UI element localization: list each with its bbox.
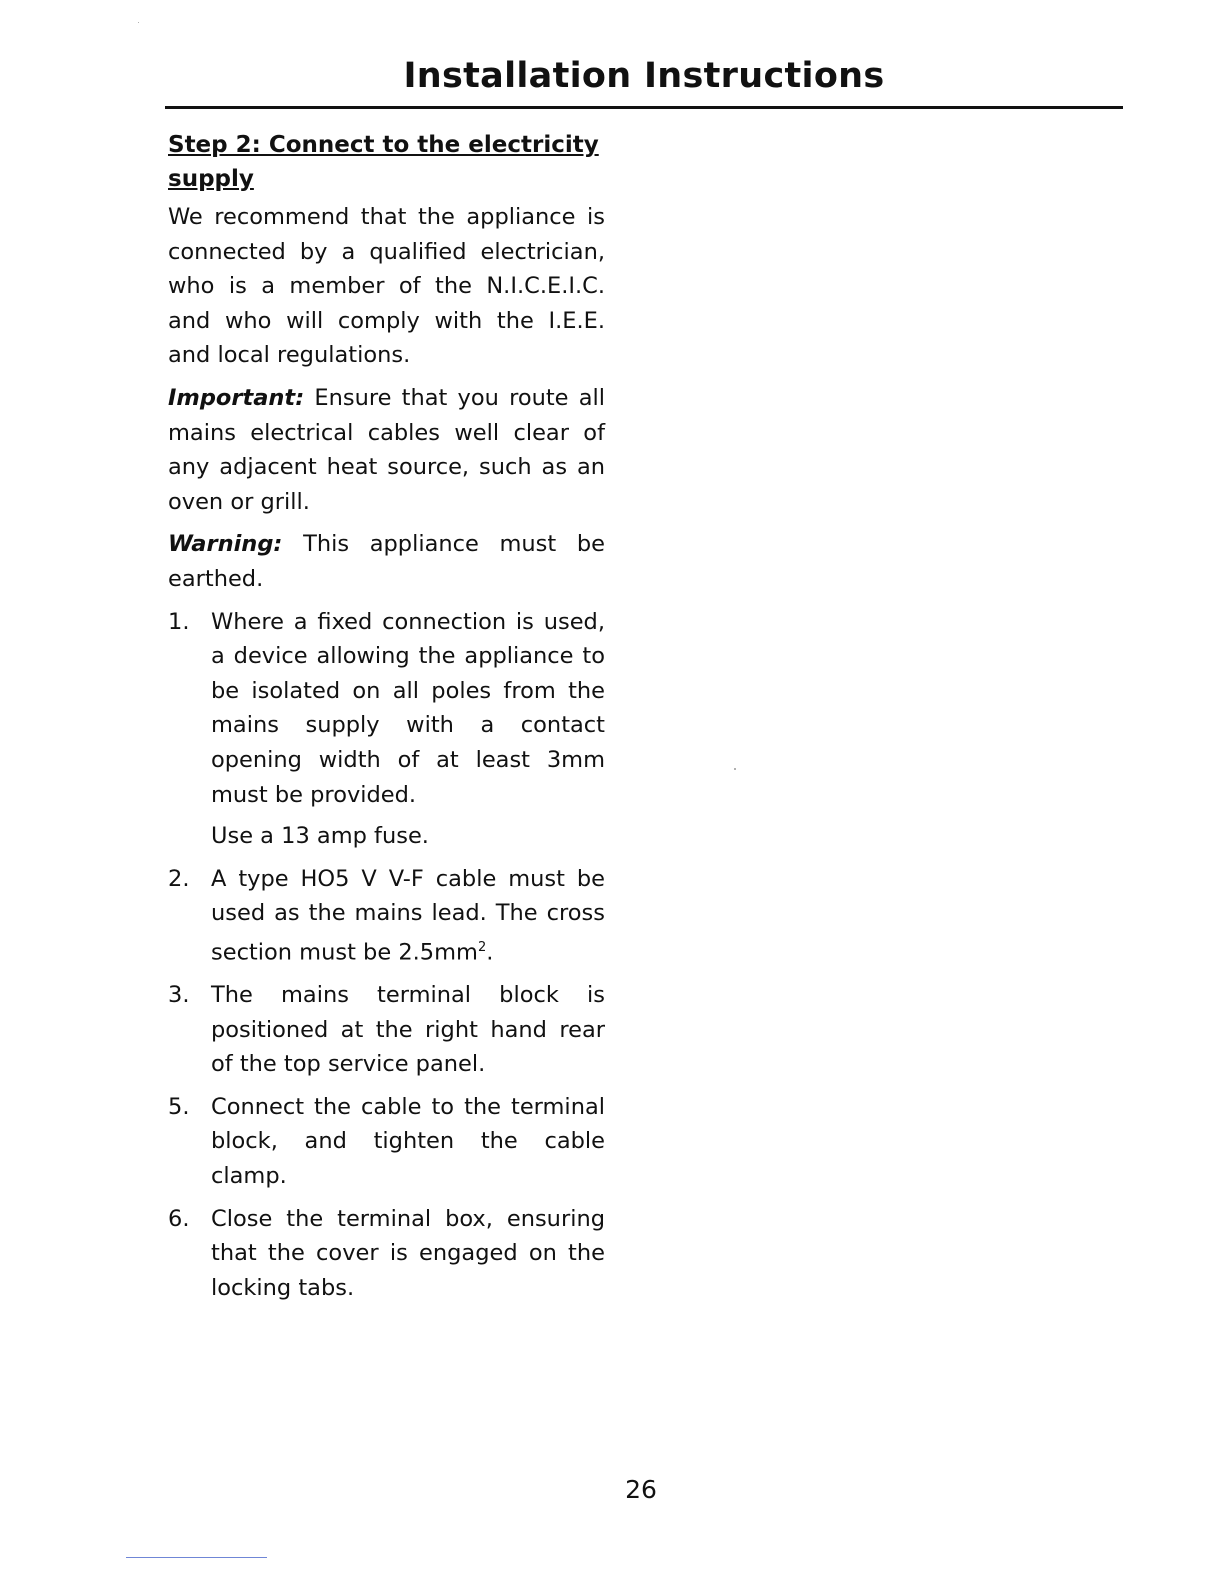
superscript-2: 2 xyxy=(477,939,487,955)
list-item xyxy=(168,1090,605,1194)
important-text: Ensure that you route all mains electrical cables well clear of any adjacent heat source, such as an oven or grill. xyxy=(168,384,605,515)
list-item xyxy=(168,1202,605,1306)
footer-line xyxy=(126,1557,267,1558)
list-item-text xyxy=(211,862,605,970)
list-item xyxy=(168,978,605,1082)
steps-list xyxy=(168,605,605,1306)
content-column xyxy=(168,128,605,1313)
list-item xyxy=(168,605,605,854)
list-item-text: Close the terminal box, ensuring that the cover is engaged on the locking tabs. xyxy=(211,1205,605,1301)
warning-label: Warning: xyxy=(168,531,283,558)
scan-speck xyxy=(734,768,736,770)
cable-text: A type HO5 V V-F cable must be used as the mains lead. The cross section must be 2.5mm xyxy=(211,865,605,966)
list-item-number: 5. xyxy=(168,1093,190,1120)
important-paragraph xyxy=(168,381,605,519)
list-item-number: 6. xyxy=(168,1205,190,1232)
list-item-text: Connect the cable to the terminal block, and tighten the cable clamp. xyxy=(211,1093,605,1189)
fuse-note: Use a 13 amp fuse. xyxy=(211,823,429,850)
step-heading: Step 2: Connect to the electricity supply xyxy=(168,132,599,192)
cable-text-end: . xyxy=(486,939,494,966)
list-item-text: Where a fixed connection is used, a device allowing the appliance to be isolated on all poles from the mains supply with a contact opening width of at least 3mm must be provided. xyxy=(211,608,605,808)
warning-text: This appliance must be earthed. xyxy=(168,531,605,592)
page-number: 26 xyxy=(625,1475,657,1504)
scan-speck xyxy=(138,22,139,23)
list-item-number: 2. xyxy=(168,865,190,892)
important-label: Important: xyxy=(168,384,305,411)
page-title: Installation Instructions xyxy=(403,56,885,96)
list-item-number: 3. xyxy=(168,981,190,1008)
intro-paragraph: We recommend that the appliance is connected by a qualified electrician, who is a member of the N.I.C.E.I.C. and who will comply with the I.E.E. and local regulations. xyxy=(168,204,605,369)
list-item-number: 1. xyxy=(168,608,190,635)
warning-paragraph xyxy=(168,527,605,596)
list-item-text: The mains terminal block is positioned at the right hand rear of the top service panel. xyxy=(211,981,605,1078)
header-rule xyxy=(165,106,1123,109)
list-item xyxy=(168,862,605,970)
